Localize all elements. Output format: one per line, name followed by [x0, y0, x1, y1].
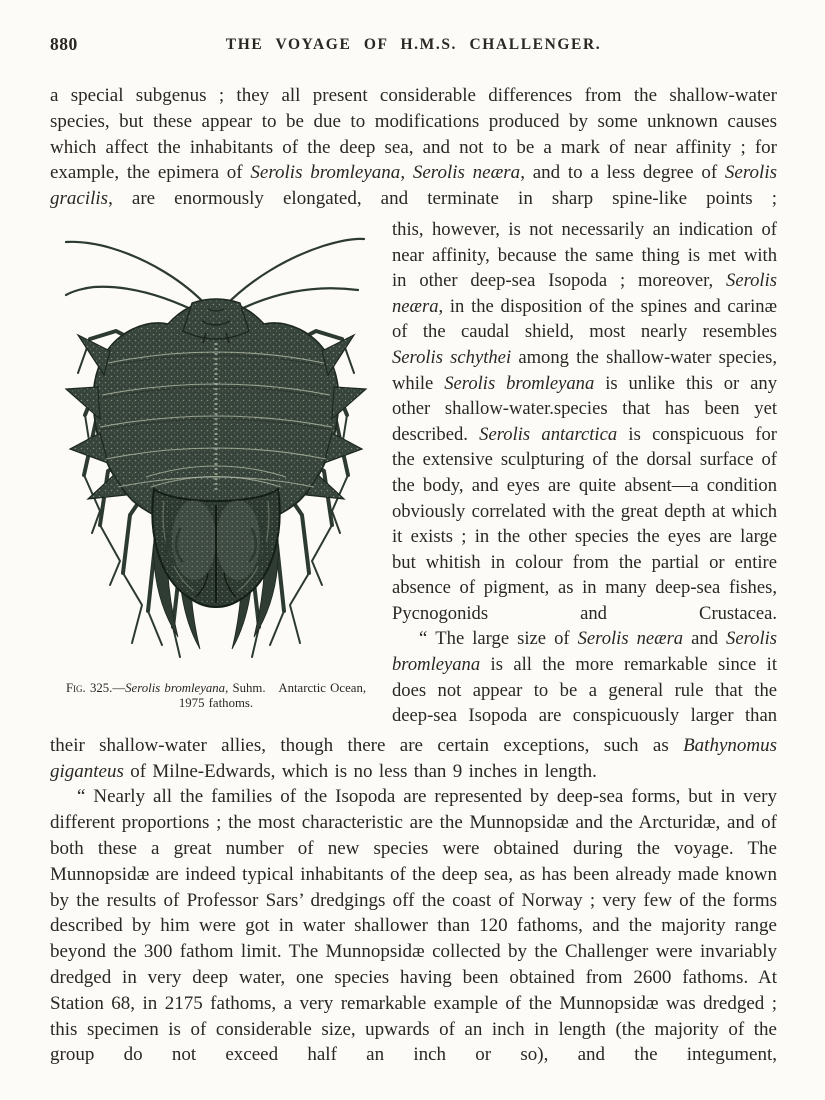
paragraph-isopoda-families: “ Nearly all the families of the Isopoda are represented by deep-sea forms, but in very different proportions ; the most characteristic are the Munnopsidæ and the Arcturidæ, and of both these a great number of new species were obtained during the voyage. The Munnopsidæ are indeed typical inhabitants of the deep sea, as has been already made known by the results of Professor Sars’ dredgings off the coast of Norway ; very few of the forms described by him were got in water shallower than 120 fathoms, and the majority range beyond the 300 fathom limit. The Munnopsidæ collected by the Challenger were invariably dredged in very deep water, one species having been obtained from 2600 fathoms. At Station 68, in 2175 fathoms, a very remarkable example of the Munnopsidæ was dredged ; this specimen is of considerable size, upwards of an inch in length (the majority of the group do not exceed half an inch or so), and the integument,	[50, 786, 777, 1066]
paragraph-intro: a special subgenus ; they all present considerable differences from the shallow-water species, but these appear to be due to modifications produced by some unknown causes which affect the inhabitants of the deep sea, and not to be a mark of near affinity ; for example, the epimera of Serolis bromleyana, Serolis neæra, and to a less degree of Serolis gracilis, are enormously elongated, and terminate in sharp spine-like points ;	[50, 85, 777, 210]
paragraph-quote-continued: their shallow-water allies, though there are certain exceptions, such as Bathynomus giganteus of Milne-Edwards, which is no less than 9 inches in length.	[50, 734, 777, 782]
isopod-illustration	[56, 225, 376, 670]
page-header	[50, 34, 777, 58]
wrapped-text-column	[382, 217, 777, 729]
caudal-shield	[152, 489, 279, 607]
figure-block	[50, 217, 382, 712]
paragraph-intro-continued: this, however, is not necessarily an indication of near affinity, because the same thing is met with in other deep-sea Isopoda ; moreover, Serolis neæra, in the disposition of the spines and carinæ of the caudal shield, most nearly resembles Serolis schythei among the shallow-water species, while Serolis bromleyana is unlike this or any other shallow-water.species that has been yet described. Serolis antarctica is conspicuous for the extensive sculpturing of the dorsal surface of the body, and eyes are quite absent—a condition obviously correlated with the great depth at which it exists ; in the other species the eyes are large but whitish in colour from the partial or entire absence of pigment, as in many deep-sea fishes, Pycnogonids and Crustacea.	[392, 218, 778, 624]
figure-caption: Fig. 325.—Serolis bromleyana, Suhm. Antarctic Ocean, 1975 fathoms.	[65, 680, 367, 711]
running-title: THE VOYAGE OF H.M.S. CHALLENGER.	[225, 36, 602, 53]
page-number: 880	[50, 34, 78, 54]
paragraph-quote-large-size: “ The large size of Serolis neæra and Serolis bromleyana is all the more remarkable since it does not appear to be a general rule that the deep-sea Isopoda are conspicuously larger than	[392, 628, 778, 727]
figure-and-text-row	[50, 217, 777, 729]
